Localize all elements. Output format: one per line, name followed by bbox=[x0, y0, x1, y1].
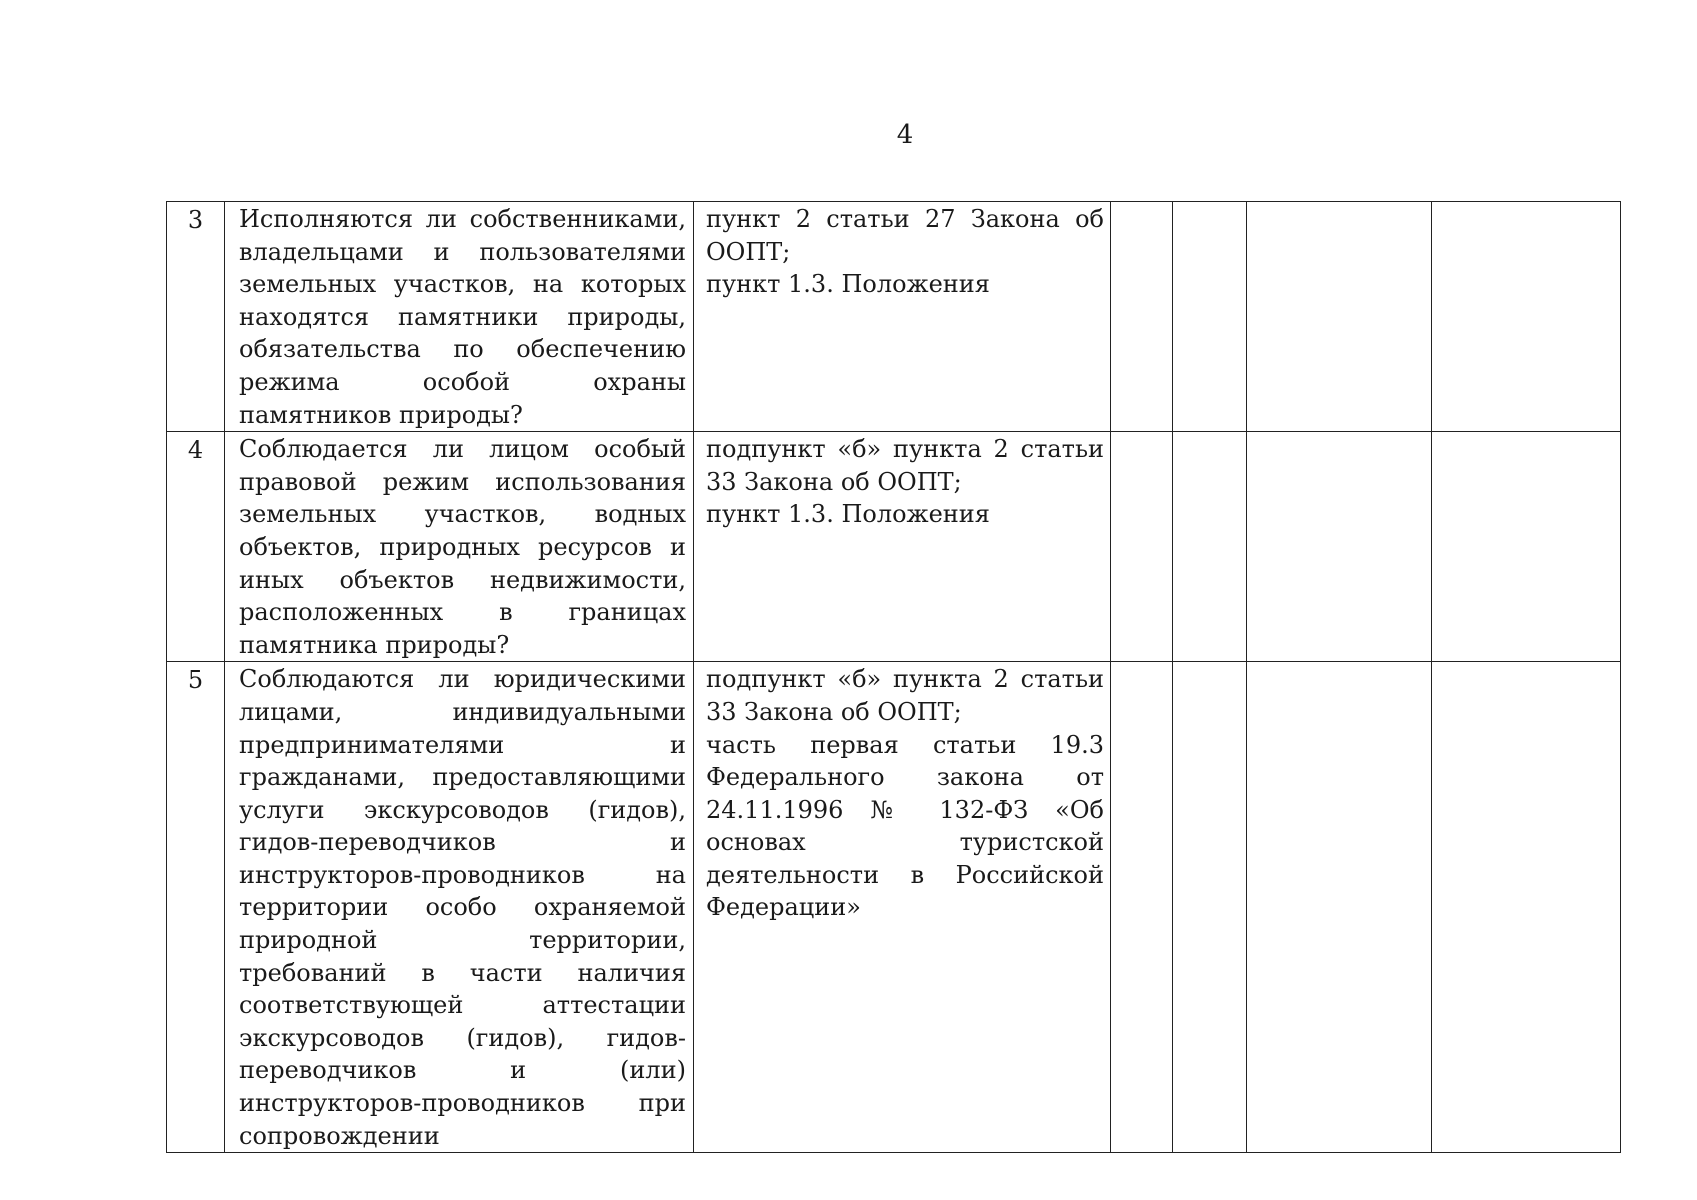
reference-line: подпункт «б» пункта 2 статьи 33 Закона об ООПТ; bbox=[706, 435, 1104, 496]
question-text: Соблюдаются ли юридическими лицами, индивидуальными предпринимателями и гражданами, предоставляющими услуги экскурсоводов (гидов), гидов-переводчиков и инструкторов-проводников на территории особо охраняемой природной территории, требований в части наличия соответствующей аттестации экскурсоводов (гидов), гидов-переводчиков и (или) инструкторов-проводников при сопровождении bbox=[225, 662, 694, 1153]
answer-cell-note[interactable] bbox=[1432, 202, 1621, 432]
table-row bbox=[167, 202, 1621, 432]
reference-line: пункт 1.3. Положения bbox=[706, 500, 990, 529]
page-number: 4 bbox=[896, 120, 914, 150]
reference-line: часть первая статьи 19.3 Федерального закона от 24.11.1996 № 132-ФЗ «Об основах туристской деятельности в Российской Федерации» bbox=[706, 730, 1104, 922]
answer-cell-not-applicable[interactable] bbox=[1247, 202, 1432, 432]
answer-cell-no[interactable] bbox=[1173, 662, 1247, 1153]
answer-cell-yes[interactable] bbox=[1111, 432, 1173, 662]
answer-cell-not-applicable[interactable] bbox=[1247, 662, 1432, 1153]
answer-cell-no[interactable] bbox=[1173, 202, 1247, 432]
answer-cell-note[interactable] bbox=[1432, 662, 1621, 1153]
table-row bbox=[167, 662, 1621, 1153]
reference-line: пункт 1.3. Положения bbox=[706, 270, 990, 299]
table-row bbox=[167, 432, 1621, 662]
answer-cell-yes[interactable] bbox=[1111, 662, 1173, 1153]
question-text: Исполняются ли собственниками, владельцами и пользователями земельных участков, на которых находятся памятники природы, обязательства по обеспечению режима особой охраны памятников природы? bbox=[225, 202, 694, 432]
answer-cell-yes[interactable] bbox=[1111, 202, 1173, 432]
question-text: Соблюдается ли лицом особый правовой режим использования земельных участков, водных объектов, природных ресурсов и иных объектов недвижимости, расположенных в границах памятника природы? bbox=[225, 432, 694, 662]
answer-cell-note[interactable] bbox=[1432, 432, 1621, 662]
reference-line: пункт 2 статьи 27 Закона об ООПТ; bbox=[706, 205, 1104, 266]
row-number: 3 bbox=[167, 202, 225, 432]
answer-cell-not-applicable[interactable] bbox=[1247, 432, 1432, 662]
legal-reference bbox=[694, 202, 1111, 432]
legal-reference bbox=[694, 432, 1111, 662]
answer-cell-no[interactable] bbox=[1173, 432, 1247, 662]
row-number: 5 bbox=[167, 662, 225, 1153]
checklist-table bbox=[166, 201, 1621, 1153]
reference-line: подпункт «б» пункта 2 статьи 33 Закона об ООПТ; bbox=[706, 665, 1104, 726]
row-number: 4 bbox=[167, 432, 225, 662]
legal-reference bbox=[694, 662, 1111, 1153]
